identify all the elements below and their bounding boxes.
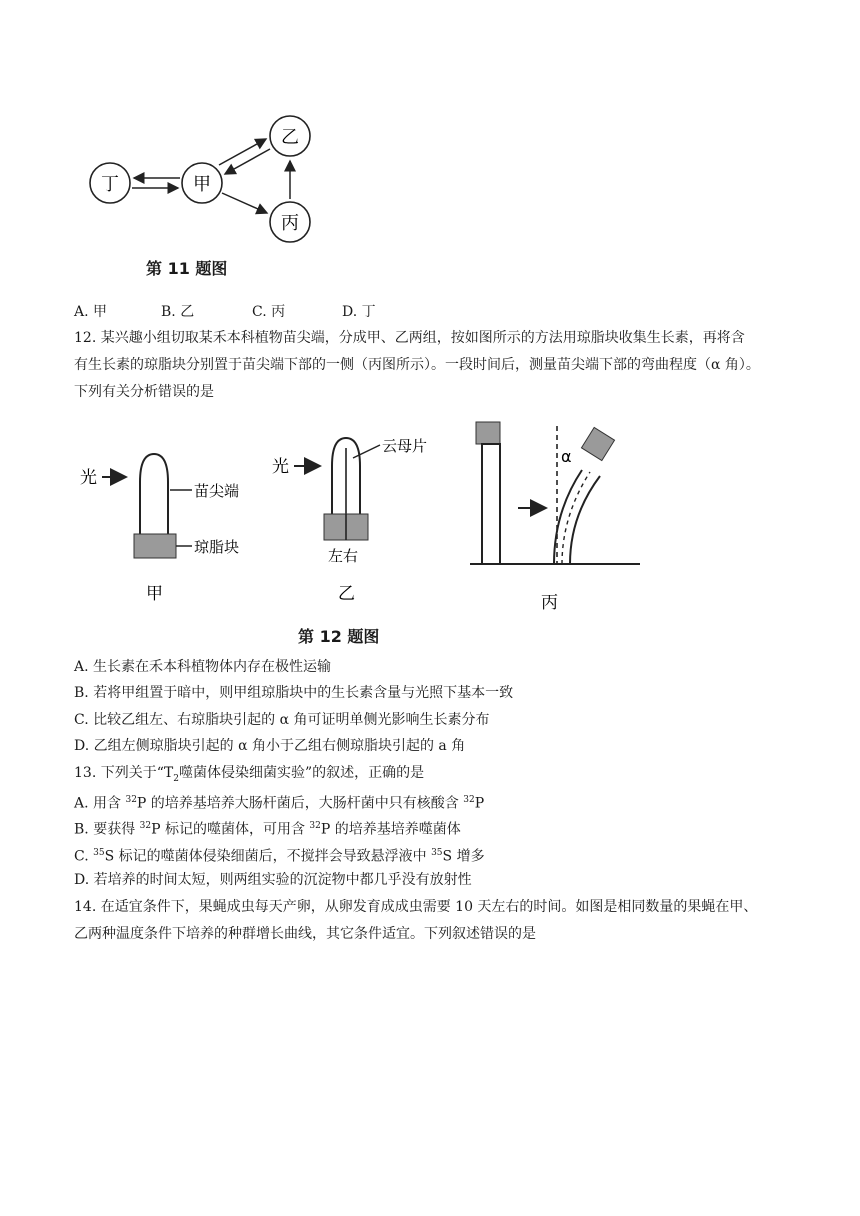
q14-stem-line-2: 乙两种温度条件下培养的种群增长曲线，其它条件适宜。下列叙述错误的是 (74, 926, 536, 942)
q13-stem-pre: 13. 下列关于“T (74, 765, 174, 781)
arrow-jia-to-bing (222, 193, 267, 213)
q12-option-d: D. 乙组左侧琼脂块引起的 α 角小于乙组右侧琼脂块引起的 a 角 (74, 738, 466, 754)
q13-stem (74, 763, 424, 789)
panel-bing (470, 422, 640, 613)
panel-jia (80, 454, 239, 604)
q12-option-a: A. 生长素在禾本科植物体内存在极性运输 (74, 659, 332, 675)
q11-option-d: D. 丁 (342, 304, 376, 320)
svg-text:琼脂块: 琼脂块 (194, 538, 240, 556)
svg-text:乙: 乙 (281, 127, 299, 148)
q12-option-c: C. 比较乙组左、右琼脂块引起的 α 角可证明单侧光影响生长素分布 (74, 712, 490, 728)
q11-option-c: C. 丙 (252, 304, 286, 320)
svg-text:光: 光 (80, 468, 97, 488)
node-bing (270, 202, 310, 242)
q13-stem-post: 噬菌体侵染细菌实验”的叙述，正确的是 (178, 765, 425, 781)
q12-stem-line-3: 下列有关分析错误的是 (74, 384, 214, 400)
arrow-yi-to-jia (225, 149, 270, 174)
svg-text:丙: 丙 (541, 593, 558, 613)
q13-option-d: D. 若培养的时间太短，则两组实验的沉淀物中都几乎没有放射性 (74, 872, 472, 888)
svg-text:左右: 左右 (328, 547, 359, 565)
node-jia (182, 163, 222, 203)
figure-12-caption: 第 12 题图 (298, 627, 380, 646)
node-yi (270, 116, 310, 156)
q12-option-b: B. 若将甲组置于暗中，则甲组琼脂块中的生长素含量与光照下基本一致 (74, 685, 514, 701)
svg-text:云母片: 云母片 (382, 437, 428, 455)
figure-11-caption: 第 11 题图 (146, 259, 228, 278)
q11-option-b: B. 乙 (161, 304, 195, 320)
q13-option-b: B. 要获得 $^{32}$P 标记的噬菌体，可用含 $^{32}$P 的培养基培养噬菌体 (74, 821, 461, 838)
q13-option-c: C. $^{35}$S 标记的噬菌体侵染细菌后，不搅拌会导致悬浮液中 $^{35}$S 增多 (74, 848, 485, 865)
svg-text:丙: 丙 (281, 213, 299, 234)
q14-stem-line-1: 14. 在适宜条件下，果蝇成虫每天产卵，从卵发育成成虫需要 10 天左右的时间。如图是相同数量的果蝇在甲、 (74, 899, 758, 915)
q12-stem-line-2: 有生长素的琼脂块分别置于苗尖端下部的一侧（丙图所示）。一段时间后，测量苗尖端下部的弯曲程度（α 角）。 (74, 357, 760, 373)
figure-12-diagram (70, 412, 640, 617)
q11-option-a: A. 甲 (74, 304, 108, 320)
figure-11-diagram (80, 105, 330, 250)
svg-text:乙: 乙 (338, 584, 355, 604)
arrow-jia-to-yi (219, 139, 266, 165)
q12-stem-line-1: 12. 某兴趣小组切取某禾本科植物苗尖端，分成甲、乙两组，按如图所示的方法用琼脂块收集生长素，再将含 (74, 330, 745, 346)
node-ding (90, 163, 130, 203)
svg-text:甲: 甲 (146, 584, 163, 604)
svg-text:光: 光 (272, 457, 289, 477)
q13-option-a: A. 用含 $^{32}$P 的培养基培养大肠杆菌后，大肠杆菌中只有核酸含 $^{32}$P (74, 795, 485, 812)
svg-text:丁: 丁 (101, 174, 119, 195)
q13-stem-sub: 2 (173, 773, 179, 784)
svg-text:甲: 甲 (193, 174, 211, 195)
panel-yi (272, 437, 427, 604)
svg-text:α: α (561, 447, 572, 466)
svg-text:苗尖端: 苗尖端 (194, 482, 240, 500)
